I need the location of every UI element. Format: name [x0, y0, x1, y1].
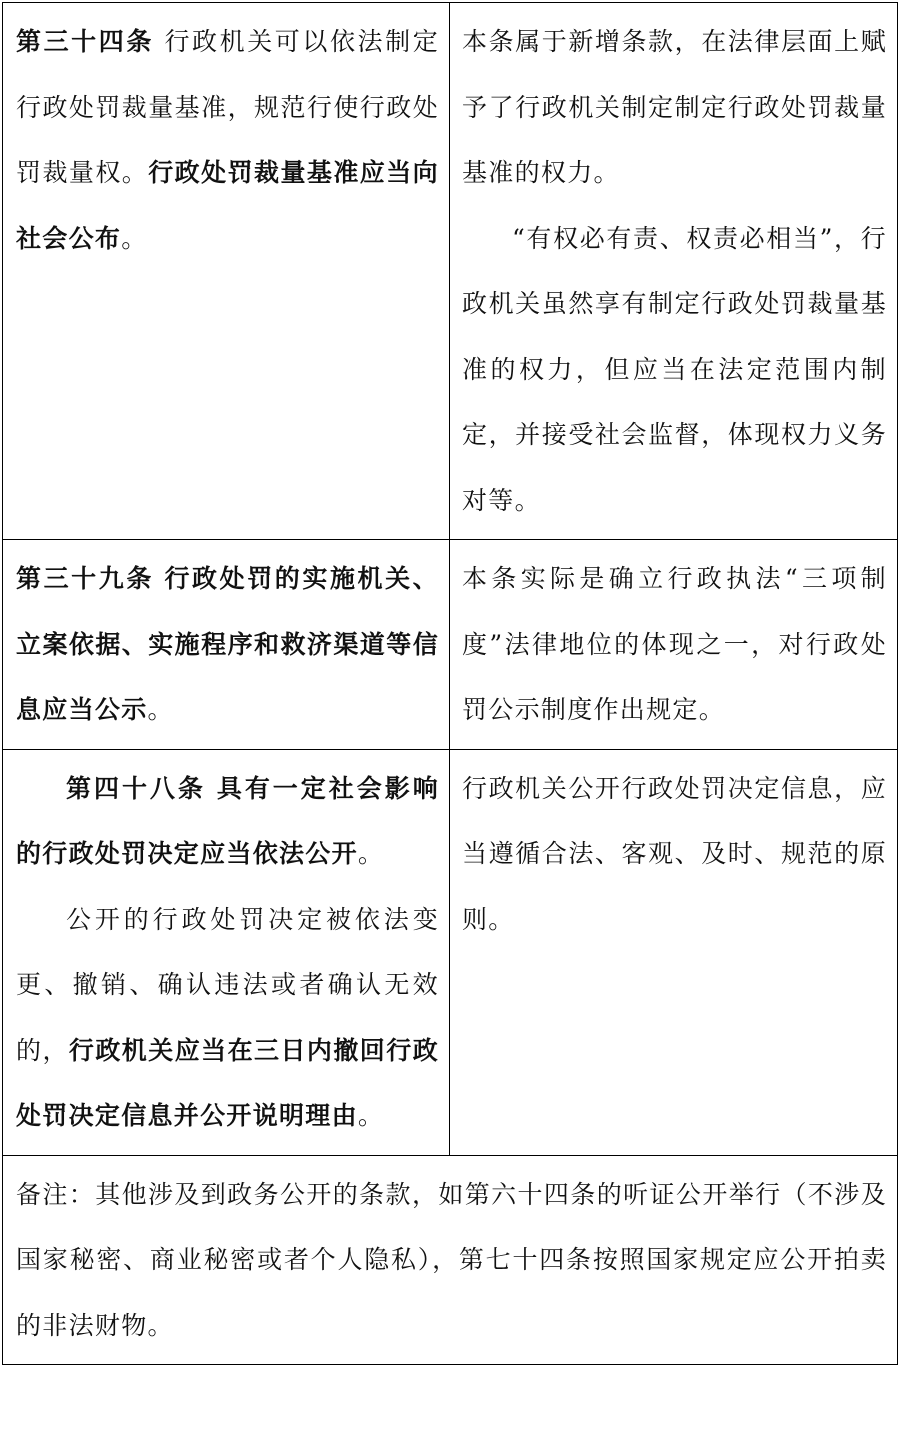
article-39-end: 。 [147, 695, 174, 724]
article-34-end: 。 [121, 223, 148, 253]
commentary-paragraph: 本条属于新增条款，在法律层面上赋予了行政机关制定制定行政处罚裁量基准的权力。 [462, 27, 887, 187]
article-48-end: 。 [357, 839, 385, 868]
article-48-heading: 第四十八条 [66, 773, 206, 803]
commentary-paragraph: 本条实际是确立行政执法“三项制度”法律地位的体现之一，对行政处罚公示制度作出规定。 [462, 564, 887, 724]
article-34-cell [3, 3, 450, 540]
regulation-comparison-table [2, 2, 898, 1365]
article-48-space [206, 774, 217, 803]
article-39-text [16, 546, 439, 743]
article-39-emphasis: 行政处罚的实施机关、立案依据、实施程序和救济渠道等信息应当公示 [16, 564, 439, 724]
table-row [3, 749, 898, 1155]
article-48-paragraph-2 [16, 887, 439, 1149]
article-48-p2-end: 。 [357, 1101, 385, 1130]
article-48-commentary-cell [450, 749, 898, 1155]
article-34-heading: 第三十四条 [16, 27, 154, 56]
note-cell [3, 1155, 898, 1365]
article-48-p2-body: 公开的行政处罚决定被依法变更、撤销、确认违法或者确认无效的， [16, 904, 439, 1065]
article-34-body: 行政机关可以依法制定行政处罚裁量基准，规范行使行政处罚裁量权。 [16, 27, 439, 187]
article-48-p2-emphasis: 行政机关应当在三日内撤回行政处罚决定信息并公开说明理由 [16, 1035, 440, 1130]
table-row [3, 540, 898, 750]
article-48-emphasis: 具有一定社会影响的行政处罚决定应当依法公开 [16, 773, 439, 868]
article-39-space [154, 564, 165, 593]
article-39-commentary-cell [450, 540, 898, 750]
commentary-paragraph: 行政机关公开行政处罚决定信息，应当遵循合法、客观、及时、规范的原则。 [462, 773, 887, 934]
article-34-commentary-cell [450, 3, 898, 540]
article-39-heading: 第三十九条 [16, 564, 154, 593]
article-39-cell [3, 540, 450, 750]
table-row [3, 3, 898, 540]
article-34-emphasis: 行政处罚裁量基准应当向社会公布 [16, 158, 439, 253]
article-34-text [16, 9, 439, 271]
note-row [3, 1155, 898, 1365]
note-text: 备注：其他涉及到政务公开的条款，如第六十四条的听证公开举行（不涉及国家秘密、商业秘密或者个人隐私），第七十四条按照国家规定应公开拍卖的非法财物。 [16, 1179, 887, 1340]
article-48-cell [3, 749, 450, 1155]
commentary-paragraph: “有权必有责、权责必相当”，行政机关虽然享有制定行政处罚裁量基准的权力，但应当在法定范围内制定，并接受社会监督，体现权力义务对等。 [462, 223, 887, 515]
article-48-text [16, 756, 439, 887]
